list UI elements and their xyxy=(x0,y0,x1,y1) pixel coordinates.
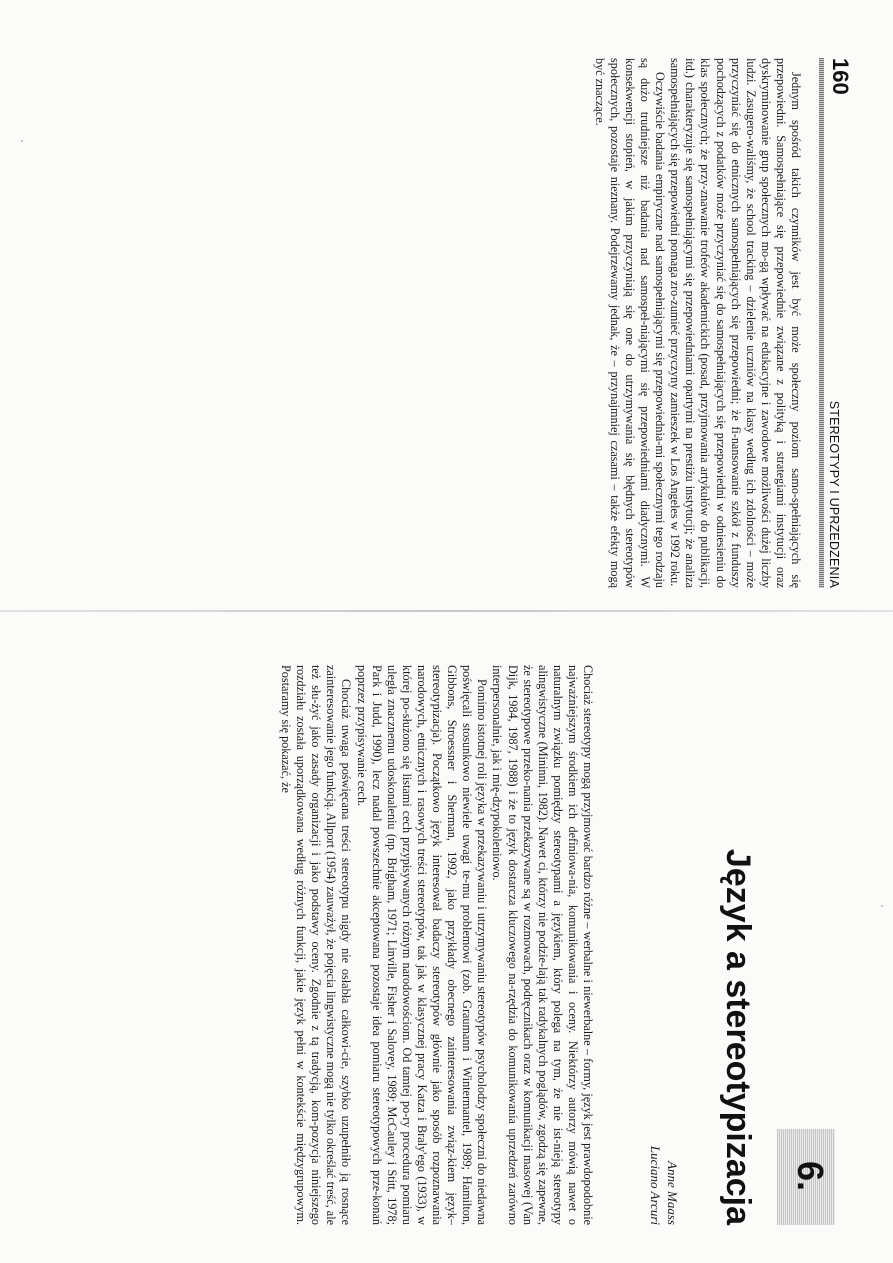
scan-speck xyxy=(21,140,23,142)
header-rule xyxy=(819,58,824,588)
left-body-text xyxy=(592,58,803,588)
page-fold xyxy=(0,610,893,612)
right-body-text xyxy=(278,665,595,1225)
running-head-title: STEREOTYPY I UPRZEDZENIA xyxy=(827,400,841,588)
scan-speck xyxy=(881,905,883,907)
chapter-number-block xyxy=(777,665,835,1225)
chapter-authors xyxy=(647,665,681,1225)
chapter-title: Język a stereotypizacja xyxy=(719,848,757,1225)
running-header xyxy=(819,58,853,588)
paragraph: Jednym spośród takich czynników jest być może społeczny poziom samo-spełniających się przepowiedni. Samospełniające się przepowiednie związane z polityką i strategiami instytucji oraz dyskryminowanie grup społecznych mo-gą wpływać na edukacyjne i zawodowe możliwości dużej liczby ludzi. Zasugero-waliśmy, że school tracking – dzielenie uczniów na klasy według ich zdolności – może przyczyniać się do etnicznych samospełniających się przepowiedni; że fi-nansowanie szkół z funduszy pochodzących z podatków może przyczyniać się do samospełniających się przepowiedni w odniesieniu do klas społecznych; że przy-znawanie trofeów akademickich (posad, przyjmowania artykułów do publikacji, itd.) charakteryzuje się samospełniającymi się przepowiedniami opartymi na prestiżu instytucji; że analiza samospełniających się przepowiedni pomaga zro-zumieć przyczyny zamieszek w Los Angeles w 1992 roku. xyxy=(668,58,803,588)
paragraph: Chociaż stereotypy mogą przyjmować bardzo różne – werbalne i niewerbalne – formy, język jest prawdopodobnie najważniejszym środkiem ich definiowa-nia, komunikowania i oceny. Niektórzy autorzy mówią nawet o naturalnym związku pomiędzy stereotypami a językiem, który polega na tym, że nie ist-nieją stereotypy alingwistyczne (Mininni, 1982). Nawet ci, którzy nie podzie-lają tak radykalnych poglądów, zgodzą się zapewne, że stereotypowe przeko-nania przekazywane są w rozmowach, podręcznikach oraz w komunikacji masowej (Van Dijk, 1984, 1987, 1988) i że to język dostarcza kluczowego na-rzędzia do komunikowania uprzedzeń zarówno interpersonalnie, jak i mię-dzypokoleniowo. xyxy=(490,665,595,1225)
paragraph: Chociaż uwaga poświęcana treści stereotypu nigdy nie osłabła całkowi-cie, szybko uzupełniło ją rosnące zainteresowanie jego funkcją. Allport (1954) zauważył, że pojęcia lingwistyczne mogą nie tylko określać treść, ale też słu-żyć jako zasady organizacji i jako podstawy oceny. Zgodnie z tą tradycją, kom-pozycja niniejszego rozdziału została uporządkowana według różnych funkcji, jakie język pełni w kontekście międzygrupowym. Postaramy się pokazać, że xyxy=(279,665,354,1225)
paragraph: Pomimo istotnej roli języka w przekazywaniu i utrzymywaniu stereotypów psycholodzy społeczni do niedawna poświęcali stosunkowo niewiele uwagi te-mu problemowi (zob. Graumann i Wintermantel, 1989; Hamilton, Gibbons, Stroessner i Sherman, 1992, jako przykłady obecnego zainteresowania związ-kiem język–stereotypizacja). Początkowo język interesował badaczy stereotypów głównie jako sposób rozpoznawania narodowych, etnicznych i rasowych treści stereotypów, tak jak w klasycznej pracy Katza i Braly'ego (1933), w której po-służono się listami cech przypisywanych różnym narodowościom. Od tamtej po-ry procedura pomiaru uległa znacznemu udoskonaleniu (np. Brigham, 1971; Linville, Fisher i Salovey, 1989; McCauley i Stitt, 1978; Park i Judd, 1990), lecz nadal powszechnie akceptowana pozostaje idea pomiaru stereotypowych prze-konań poprzez przypisywanie cech. xyxy=(354,665,490,1225)
page-number: 160 xyxy=(828,58,853,95)
chapter-number: 6. xyxy=(790,1160,831,1191)
right-page xyxy=(0,631,893,1263)
author-name: Anne Maass xyxy=(665,1161,680,1225)
paragraph: Oczywiście badania empiryczne nad samospełniającymi się przepowiednia-mi społecznymi tego rodzaju są dużo trudniejsze niż badania nad samospeł-niającymi się przepowiedniami diadycznymi. W konsekwencji stopień, w jakim przyczyniają się one do utrzymywania się błędnych stereotypów społecznych, pozostaje nieznany. Podejrzewamy jednak, że – przynajmniej czasami – także efekty mogą być znaczące. xyxy=(592,58,668,588)
author-name: Luciano Arcuri xyxy=(648,1145,663,1225)
left-page xyxy=(0,0,893,620)
